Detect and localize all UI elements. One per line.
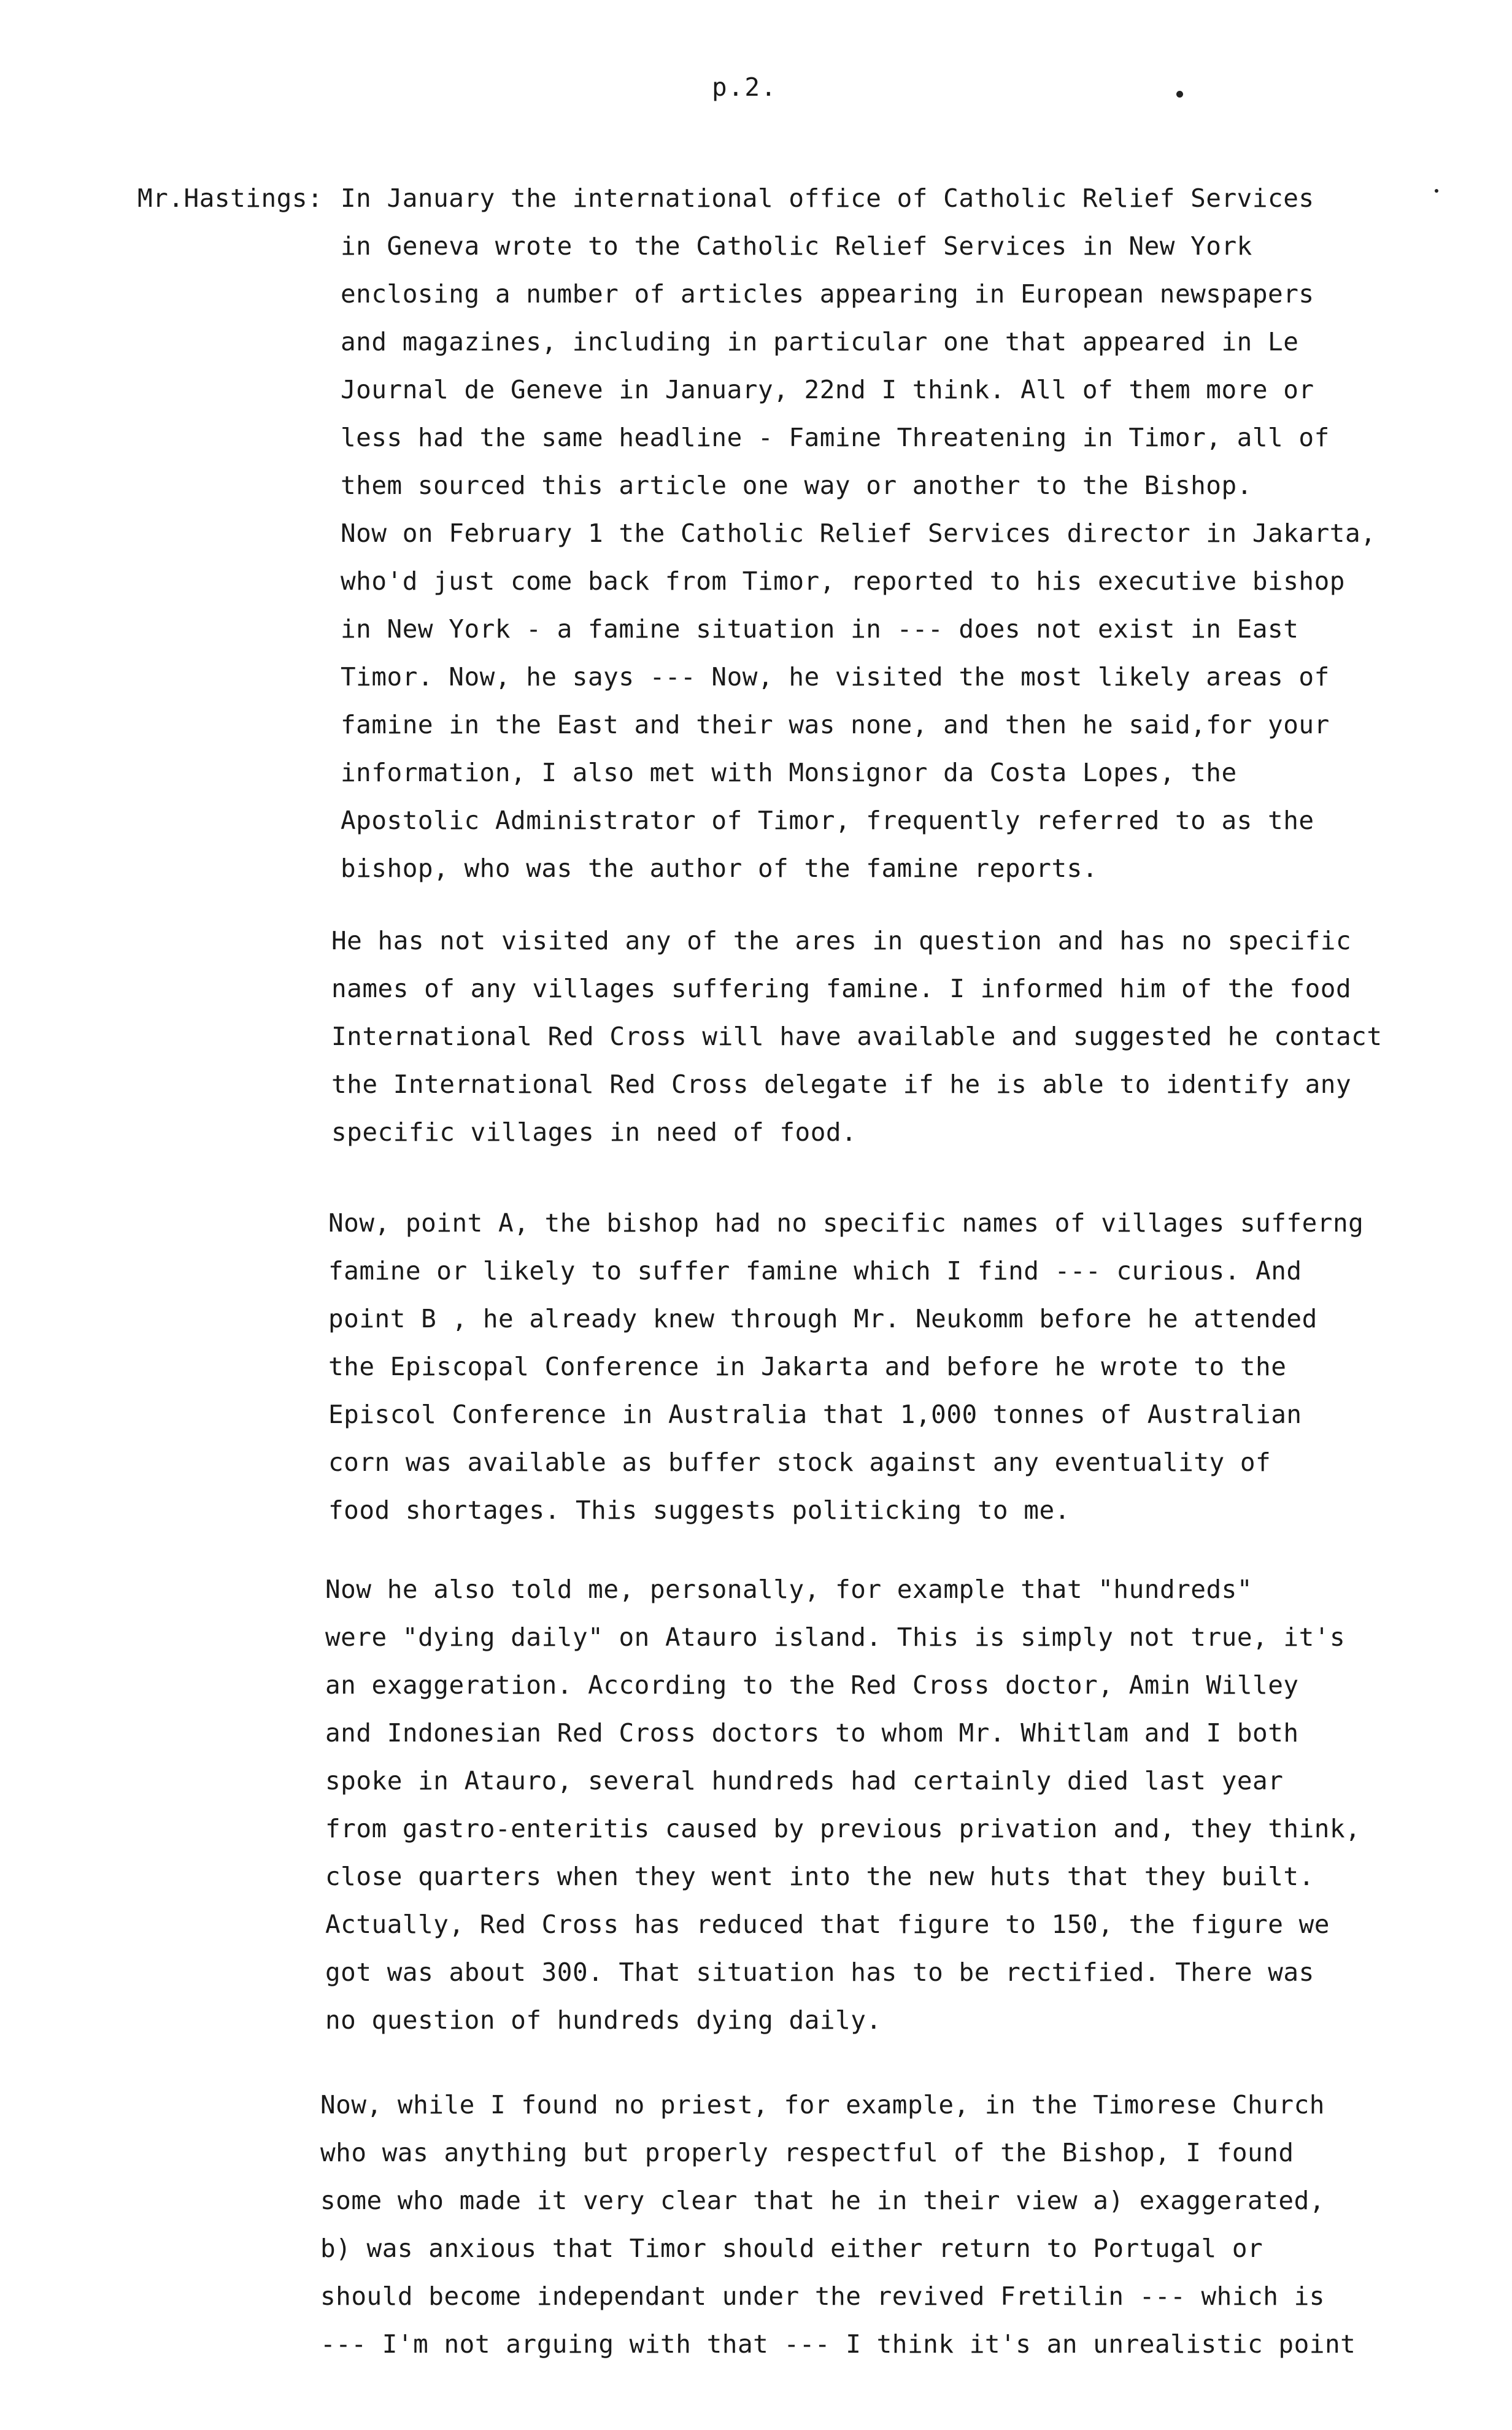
text-line: no question of hundreds dying daily.	[325, 2005, 882, 2035]
text-line: corn was available as buffer stock against any eventuality of	[328, 1448, 1271, 1477]
text-line: Now he also told me, personally, for example that "hundreds"	[325, 1575, 1253, 1604]
paragraph	[325, 1574, 1360, 2053]
speaker-label: Mr.Hastings:	[137, 183, 323, 213]
text-line: Now, point A, the bishop had no specific names of villages sufferng	[328, 1208, 1364, 1238]
text-line: information, I also met with Monsignor da Costa Lopes, the	[341, 758, 1237, 787]
paragraph	[328, 1208, 1364, 1543]
text-line: an exaggeration. According to the Red Cross doctor, Amin Willey	[325, 1670, 1299, 1700]
text-line: food shortages. This suggests politicking to me.	[328, 1495, 1070, 1525]
stray-mark	[1435, 189, 1438, 193]
text-line: some who made it very clear that he in their view a) exaggerated,	[320, 2186, 1325, 2215]
text-line: were "dying daily" on Atauro island. This is simply not true, it's	[325, 1622, 1346, 1652]
text-line: enclosing a number of articles appearing in European newspapers	[341, 279, 1314, 309]
text-line: b) was anxious that Timor should either return to Portugal or	[320, 2234, 1263, 2263]
text-line: famine or likely to suffer famine which I find --- curious. And	[328, 1256, 1302, 1286]
text-line: less had the same headline - Famine Threatening in Timor, all of	[341, 423, 1330, 452]
text-line: International Red Cross will have available and suggested he contact	[331, 1022, 1383, 1051]
text-line: close quarters when they went into the new huts that they built.	[325, 1862, 1314, 1891]
text-line: spoke in Atauro, several hundreds had certainly died last year	[325, 1766, 1284, 1796]
text-line: and magazines, including in particular one that appeared in Le	[341, 327, 1299, 357]
text-line: point B , he already knew through Mr. Neukomm before he attended	[328, 1304, 1317, 1333]
paragraph	[331, 925, 1383, 1165]
stray-mark	[1176, 91, 1183, 98]
text-line: who'd just come back from Timor, reported to his executive bishop	[341, 566, 1345, 596]
text-line: Actually, Red Cross has reduced that figure to 150, the figure we	[325, 1910, 1330, 1939]
text-line: in New York - a famine situation in --- does not exist in East	[341, 614, 1299, 644]
text-line: --- I'm not arguing with that --- I think it's an unrealistic point	[320, 2329, 1356, 2359]
text-line: and Indonesian Red Cross doctors to whom Mr. Whitlam and I both	[325, 1718, 1299, 1748]
text-line: the Episcopal Conference in Jakarta and before he wrote to the	[328, 1352, 1287, 1381]
text-line: Apostolic Administrator of Timor, frequently referred to as the	[341, 806, 1314, 835]
text-line: the International Red Cross delegate if he is able to identify any	[331, 1070, 1352, 1099]
paragraph	[341, 183, 1376, 901]
text-line: specific villages in need of food.	[331, 1117, 857, 1147]
text-line: names of any villages suffering famine. I informed him of the food	[331, 974, 1352, 1003]
text-line: should become independant under the revived Fretilin --- which is	[320, 2282, 1325, 2311]
text-line: who was anything but properly respectful of the Bishop, I found	[320, 2138, 1294, 2167]
text-line: Timor. Now, he says --- Now, he visited the most likely areas of	[341, 662, 1330, 692]
text-line: bishop, who was the author of the famine reports.	[341, 854, 1098, 883]
text-line: got was about 300. That situation has to be rectified. There was	[325, 1958, 1314, 1987]
paragraph	[320, 2089, 1356, 2377]
text-line: Now on February 1 the Catholic Relief Services director in Jakarta,	[341, 519, 1376, 548]
text-line: In January the international office of Catholic Relief Services	[341, 183, 1314, 213]
text-line: from gastro-enteritis caused by previous privation and, they think,	[325, 1814, 1361, 1843]
text-line: in Geneva wrote to the Catholic Relief Services in New York	[341, 231, 1252, 261]
text-line: Episcol Conference in Australia that 1,000 tonnes of Australian	[328, 1400, 1302, 1429]
text-line: famine in the East and their was none, and then he said,for your	[341, 710, 1330, 739]
text-line: Journal de Geneve in January, 22nd I think. All of them more or	[341, 375, 1314, 404]
text-line: Now, while I found no priest, for example, in the Timorese Church	[320, 2090, 1325, 2120]
page-number: p.2.	[712, 72, 777, 102]
text-line: them sourced this article one way or another to the Bishop.	[341, 471, 1252, 500]
text-line: He has not visited any of the ares in question and has no specific	[331, 926, 1352, 955]
